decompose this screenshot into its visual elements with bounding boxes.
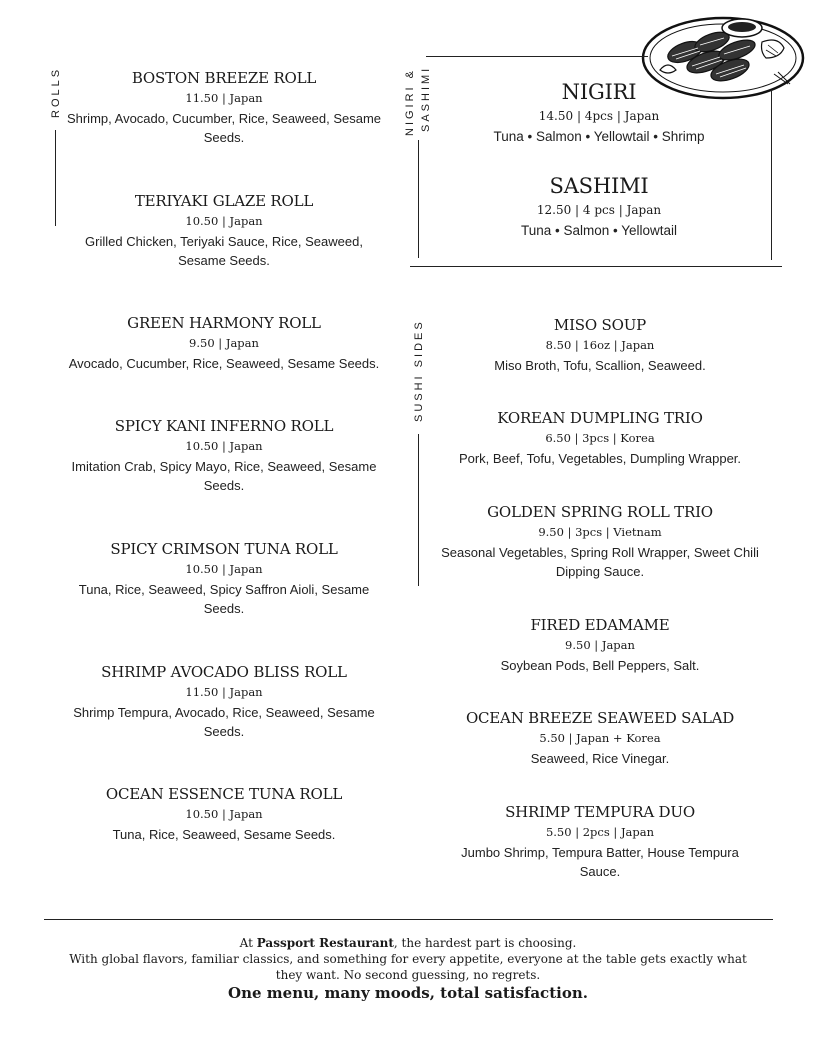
menu-item-ocean-breeze-seaweed-salad (440, 708, 760, 768)
menu-item-korean-dumpling-trio (440, 408, 760, 468)
footer-line-1-post: , the hardest part is choosing. (393, 936, 577, 950)
item-meta: 10.50 | Japan (185, 807, 263, 821)
item-desc: Avocado, Cucumber, Rice, Seaweed, Sesame Seeds. (68, 356, 380, 371)
item-meta: 10.50 | Japan (185, 439, 263, 453)
item-meta: 9.50 | Japan (565, 638, 635, 652)
menu-item-spicy-crimson-tuna-roll (64, 539, 384, 618)
item-desc: Grilled Chicken, Teriyaki Sauce, Rice, Seaweed, Sesame Seeds. (85, 234, 363, 268)
item-meta: 8.50 | 16oz | Japan (545, 338, 655, 352)
item-desc: Pork, Beef, Tofu, Vegetables, Dumpling Wrapper. (458, 451, 742, 466)
footer-tagline: One menu, many moods, total satisfaction. (228, 984, 588, 1002)
item-name: OCEAN ESSENCE TUNA ROLL (105, 785, 343, 803)
menu-item-boston-breeze-roll (64, 68, 384, 147)
footer (60, 935, 756, 1001)
menu-item-teriyaki-glaze-roll (64, 191, 384, 270)
item-meta: 5.50 | Japan + Korea (539, 731, 661, 745)
item-name: TERIYAKI GLAZE ROLL (134, 192, 314, 210)
item-name: KOREAN DUMPLING TRIO (497, 409, 703, 427)
section-label-sashimi: SASHIMI (420, 65, 432, 132)
item-name: GREEN HARMONY ROLL (127, 314, 321, 332)
menu-item-miso-soup (440, 315, 760, 375)
item-desc: Tuna • Salmon • Yellowtail • Shrimp (493, 129, 705, 144)
menu-item-sashimi (440, 172, 758, 240)
item-name: SHRIMP TEMPURA DUO (505, 803, 695, 821)
item-desc: Shrimp, Avocado, Cucumber, Rice, Seaweed, Sesame Seeds. (66, 111, 382, 145)
nigiri-left-line (418, 140, 419, 258)
nigiri-bottom-line (410, 266, 782, 267)
nigiri-right-line (771, 90, 772, 260)
item-desc: Soybean Pods, Bell Peppers, Salt. (500, 658, 700, 673)
item-meta: 10.50 | Japan (185, 214, 263, 228)
item-name: BOSTON BREEZE ROLL (131, 69, 317, 87)
section-label-sides: SUSHI SIDES (413, 319, 425, 422)
menu-item-shrimp-tempura-duo (440, 802, 760, 881)
item-meta: 9.50 | 3pcs | Vietnam (538, 525, 662, 539)
item-desc: Shrimp Tempura, Avocado, Rice, Seaweed, Sesame Seeds. (73, 705, 375, 739)
item-desc: Imitation Crab, Spicy Mayo, Rice, Seaweed, Sesame Seeds. (71, 459, 377, 493)
item-name: OCEAN BREEZE SEAWEED SALAD (465, 709, 735, 727)
item-name: GOLDEN SPRING ROLL TRIO (487, 503, 713, 521)
sides-divider-line (418, 434, 419, 586)
menu-item-nigiri (440, 78, 758, 146)
section-label-nigiri: NIGIRI & (404, 67, 416, 136)
item-name: SHRIMP AVOCADO BLISS ROLL (101, 663, 347, 681)
menu-item-fired-edamame (440, 615, 760, 675)
item-name: MISO SOUP (553, 316, 647, 334)
menu-item-ocean-essence-tuna-roll (64, 784, 384, 844)
item-meta: 14.50 | 4pcs | Japan (538, 109, 660, 123)
item-meta: 5.50 | 2pcs | Japan (545, 825, 655, 839)
item-desc: Tuna • Salmon • Yellowtail (520, 223, 678, 238)
item-desc: Tuna, Rice, Seaweed, Sesame Seeds. (112, 827, 336, 842)
item-desc: Tuna, Rice, Seaweed, Spicy Saffron Aioli, Sesame Seeds. (78, 582, 370, 616)
section-label-rolls: ROLLS (50, 66, 62, 118)
item-meta: 11.50 | Japan (185, 685, 263, 699)
item-desc: Miso Broth, Tofu, Scallion, Seaweed. (494, 358, 706, 373)
item-name: FIRED EDAMAME (530, 616, 670, 634)
footer-line-2: With global flavors, familiar classics, and something for every appetite, everyone at the table gets exactly what they want. No second guessing, no regrets. (69, 952, 747, 982)
item-meta: 6.50 | 3pcs | Korea (545, 431, 655, 445)
footer-divider (44, 919, 773, 920)
item-desc: Jumbo Shrimp, Tempura Batter, House Tempura Sauce. (461, 845, 739, 879)
menu-item-spicy-kani-inferno-roll (64, 416, 384, 495)
rolls-divider-line (55, 130, 56, 226)
footer-line-1 (60, 935, 756, 951)
item-meta: 11.50 | Japan (185, 91, 263, 105)
footer-line-1-pre: At (239, 936, 257, 950)
item-meta: 9.50 | Japan (189, 336, 259, 350)
item-meta: 12.50 | 4 pcs | Japan (536, 203, 662, 217)
menu-item-green-harmony-roll (54, 313, 394, 373)
item-name: SASHIMI (549, 174, 649, 198)
restaurant-name: Passport Restaurant (256, 936, 394, 950)
menu-item-golden-spring-roll-trio (440, 502, 760, 581)
item-meta: 10.50 | Japan (185, 562, 263, 576)
item-desc: Seaweed, Rice Vinegar. (530, 751, 670, 766)
item-desc: Seasonal Vegetables, Spring Roll Wrapper, Sweet Chili Dipping Sauce. (441, 545, 759, 579)
item-name: NIGIRI (561, 80, 637, 104)
nigiri-top-line (426, 56, 648, 57)
item-name: SPICY KANI INFERNO ROLL (114, 417, 334, 435)
item-name: SPICY CRIMSON TUNA ROLL (110, 540, 338, 558)
menu-item-shrimp-avocado-bliss-roll (64, 662, 384, 741)
